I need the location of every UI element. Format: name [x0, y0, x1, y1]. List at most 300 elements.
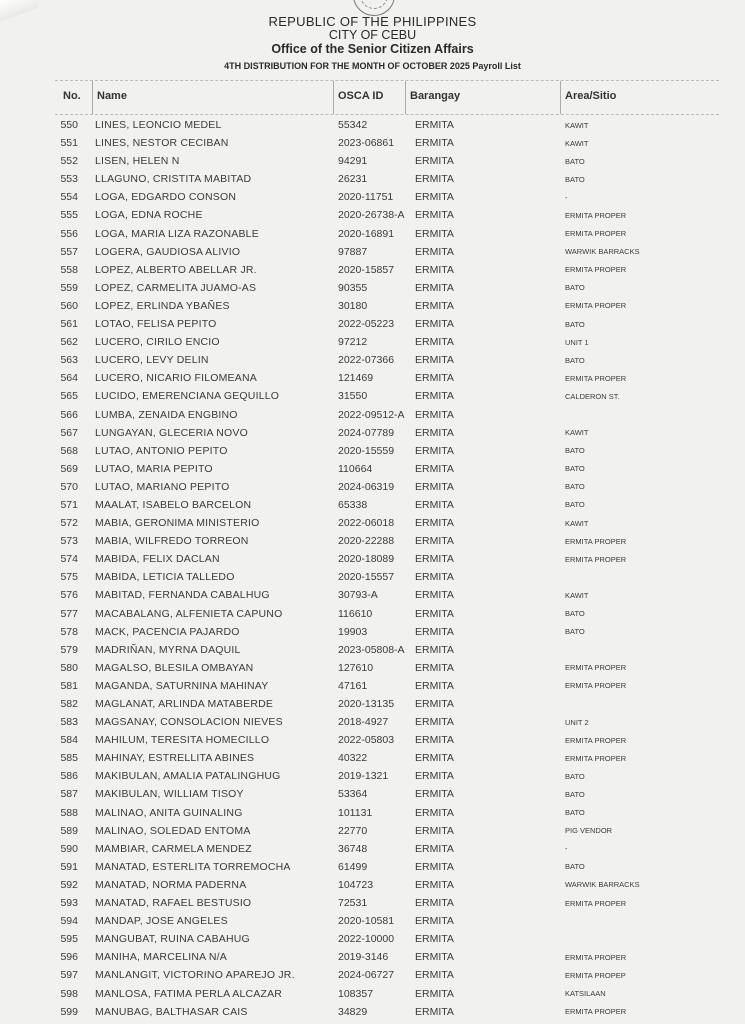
table-row — [55, 549, 719, 567]
row-osca-id: 2020-15559 — [338, 444, 395, 457]
row-osca-id: 90355 — [338, 281, 368, 294]
row-area: ERMITA PROPEP — [565, 970, 626, 980]
row-name: MAMBIAR, CARMELA MENDEZ — [95, 842, 252, 855]
column-header-osca-id: OSCA ID — [338, 90, 384, 102]
row-barangay: ERMITA — [415, 209, 454, 222]
row-area: ERMITA PROPER — [565, 373, 627, 383]
row-osca-id: 2018-4927 — [338, 716, 389, 729]
row-osca-id: 36748 — [338, 842, 368, 855]
table-row — [55, 224, 719, 242]
table-row — [55, 893, 719, 911]
row-area: BATO — [565, 862, 585, 872]
row-barangay: ERMITA — [415, 933, 454, 946]
row-barangay: ERMITA — [415, 390, 454, 403]
row-name: MACABALANG, ALFENIETA CAPUNO — [95, 607, 283, 620]
row-name: LINES, NESTOR CECIBAN — [95, 137, 229, 150]
row-number: 597 — [60, 969, 78, 982]
row-barangay: ERMITA — [415, 679, 454, 692]
table-row — [55, 766, 719, 784]
row-number: 598 — [60, 987, 78, 1000]
row-barangay: ERMITA — [415, 625, 454, 638]
table-row — [55, 640, 719, 658]
row-number: 555 — [60, 209, 78, 222]
row-barangay: ERMITA — [415, 987, 454, 1000]
table-row — [55, 567, 719, 585]
row-barangay: ERMITA — [415, 643, 454, 656]
table-row — [55, 205, 719, 223]
row-number: 576 — [60, 589, 78, 602]
row-barangay: ERMITA — [415, 408, 454, 421]
header-city: CITY OF CEBU — [328, 28, 417, 42]
row-number: 560 — [60, 299, 78, 312]
row-number: 570 — [60, 480, 78, 493]
column-header-name: Name — [97, 90, 127, 102]
row-number: 573 — [60, 535, 78, 548]
row-area: KAWIT — [565, 428, 589, 438]
table-row — [55, 296, 719, 314]
row-barangay: ERMITA — [415, 281, 454, 294]
row-area: UNIT 2 — [565, 717, 589, 727]
row-number: 596 — [60, 951, 78, 964]
row-barangay: ERMITA — [415, 806, 454, 819]
row-name: MANLANGIT, VICTORINO APAREJO JR. — [95, 969, 295, 982]
table-row — [55, 423, 719, 441]
row-area: KAWIT — [565, 120, 589, 130]
row-name: MAHILUM, TERESITA HOMECILLO — [95, 734, 270, 747]
table-row — [55, 604, 719, 622]
row-barangay: ERMITA — [415, 842, 454, 855]
row-osca-id: 116610 — [338, 607, 373, 620]
row-area: ERMITA PROPER — [565, 735, 627, 745]
row-number: 582 — [60, 698, 78, 710]
row-number: 564 — [60, 372, 78, 385]
row-number: 556 — [60, 227, 78, 240]
row-osca-id: 2023-06861 — [338, 137, 395, 150]
table-row — [55, 947, 719, 965]
row-osca-id: 72531 — [338, 897, 368, 910]
row-barangay: ERMITA — [415, 698, 454, 710]
table-body — [55, 115, 719, 1020]
row-osca-id: 2020-15557 — [338, 571, 395, 584]
row-osca-id: 2020-26738-A — [338, 209, 405, 222]
row-area: ERMITA PROPER — [565, 229, 627, 239]
row-osca-id: 2023-05808-A — [338, 643, 405, 656]
row-name: LUTAO, ANTONIO PEPITO — [95, 444, 228, 457]
row-area: KAWIT — [565, 518, 589, 528]
table-row — [55, 242, 719, 260]
row-number: 571 — [60, 498, 78, 511]
table-row — [55, 386, 719, 404]
table-row — [55, 405, 719, 423]
row-barangay: ERMITA — [415, 1005, 454, 1018]
row-area: BATO — [565, 609, 585, 619]
document-subtitle: 4TH DISTRIBUTION FOR THE MONTH OF OCTOBER 2025 Payroll List — [224, 61, 521, 71]
table-row — [55, 839, 719, 857]
row-number: 552 — [60, 155, 78, 168]
row-number: 567 — [60, 426, 78, 439]
table-row — [55, 151, 719, 169]
row-barangay: ERMITA — [415, 173, 454, 186]
row-area: PIG VENDOR — [565, 826, 613, 836]
row-barangay: ERMITA — [415, 191, 454, 204]
row-name: LUTAO, MARIANO PEPITO — [95, 480, 230, 493]
table-row — [55, 278, 719, 296]
row-name: MANGUBAT, RUINA CABAHUG — [95, 933, 250, 946]
header-office: Office of the Senior Citizen Affairs — [271, 42, 474, 56]
row-osca-id: 104723 — [338, 878, 374, 891]
row-area: BATO — [565, 771, 585, 781]
row-osca-id: 121469 — [338, 372, 374, 385]
table-row — [55, 1002, 719, 1020]
row-number: 595 — [60, 933, 78, 946]
row-barangay: ERMITA — [415, 553, 454, 566]
row-name: LUMBA, ZENAIDA ENGBINO — [95, 408, 238, 421]
row-name: MABIA, GERONIMA MINISTERIO — [95, 517, 260, 530]
row-area: BATO — [565, 283, 585, 293]
row-osca-id: 2019-3146 — [338, 951, 389, 964]
row-barangay: ERMITA — [415, 878, 454, 891]
row-name: MAGANDA, SATURNINA MAHINAY — [95, 679, 269, 692]
row-number: 599 — [60, 1005, 78, 1018]
row-osca-id: 2020-15857 — [338, 263, 395, 276]
row-name: MACK, PACENCIA PAJARDO — [95, 625, 240, 638]
row-name: MAGLANAT, ARLINDA MATABERDE — [95, 698, 274, 710]
row-area: KAWIT — [565, 138, 589, 148]
row-number: 590 — [60, 842, 78, 855]
row-name: LOPEZ, ALBERTO ABELLAR JR. — [95, 263, 257, 276]
row-number: 593 — [60, 897, 78, 910]
row-osca-id: 34829 — [338, 1005, 368, 1018]
table-row — [55, 784, 719, 802]
table-row — [55, 115, 719, 133]
row-name: MANATAD, ESTERLITA TORREMOCHA — [95, 860, 291, 873]
row-osca-id: 97212 — [338, 336, 368, 349]
row-barangay: ERMITA — [415, 462, 454, 475]
row-number: 589 — [60, 824, 78, 837]
row-area: ERMITA PROPER — [565, 554, 627, 564]
row-number: 550 — [60, 119, 78, 131]
table-row — [55, 875, 719, 893]
row-barangay: ERMITA — [415, 245, 454, 258]
row-name: MAKIBULAN, WILLIAM TISOY — [95, 788, 244, 801]
row-number: 584 — [60, 734, 78, 747]
row-osca-id: 108357 — [338, 987, 374, 1000]
row-number: 565 — [60, 390, 78, 403]
table-row — [55, 929, 719, 947]
row-osca-id: 2020-13135 — [338, 698, 395, 710]
row-osca-id: 22770 — [338, 824, 368, 837]
table-row — [55, 133, 719, 151]
row-area: ERMITA PROPER — [565, 663, 627, 673]
row-name: LLAGUNO, CRISTITA MABITAD — [95, 173, 252, 186]
row-barangay: ERMITA — [415, 897, 454, 910]
row-barangay: ERMITA — [415, 517, 454, 530]
row-osca-id: 30180 — [338, 299, 368, 312]
table-row — [55, 477, 719, 495]
row-osca-id: 2022-06018 — [338, 517, 395, 530]
row-osca-id: 2020-10581 — [338, 915, 395, 928]
table-row — [55, 187, 719, 205]
table-row — [55, 965, 719, 983]
table-row — [55, 984, 719, 1002]
row-osca-id: 94291 — [338, 155, 368, 168]
table-row — [55, 585, 719, 603]
row-name: LINES, LEONCIO MEDEL — [95, 119, 222, 131]
header-republic: REPUBLIC OF THE PHILIPPINES — [268, 14, 477, 29]
column-divider — [333, 81, 334, 114]
table-row — [55, 441, 719, 459]
row-number: 572 — [60, 517, 78, 530]
row-osca-id: 19903 — [338, 625, 368, 638]
row-osca-id: 2022-05223 — [338, 318, 395, 331]
row-barangay: ERMITA — [415, 589, 454, 602]
row-name: MAALAT, ISABELO BARCELON — [95, 498, 252, 511]
row-area: UNIT 1 — [565, 337, 589, 347]
row-name: MANLOSA, FATIMA PERLA ALCAZAR — [95, 987, 283, 1000]
row-name: MADRIÑAN, MYRNA DAQUIL — [95, 643, 241, 656]
row-name: MALINAO, SOLEDAD ENTOMA — [95, 824, 251, 837]
row-area: ERMITA PROPER — [565, 898, 627, 908]
column-divider — [405, 81, 406, 114]
row-name: MANDAP, JOSE ANGELES — [95, 915, 228, 928]
row-number: 568 — [60, 444, 78, 457]
row-osca-id: 2020-18089 — [338, 553, 395, 566]
row-area: BATO — [565, 464, 585, 474]
row-barangay: ERMITA — [415, 661, 454, 674]
row-name: LOGA, EDGARDO CONSON — [95, 191, 237, 204]
row-barangay: ERMITA — [415, 263, 454, 276]
table-row — [55, 694, 719, 712]
row-osca-id: 97887 — [338, 245, 368, 258]
row-name: LOGERA, GAUDIOSA ALIVIO — [95, 245, 241, 258]
row-barangay: ERMITA — [415, 535, 454, 548]
row-barangay: ERMITA — [415, 498, 454, 511]
table-row — [55, 260, 719, 278]
row-barangay: ERMITA — [415, 734, 454, 747]
row-number: 585 — [60, 752, 78, 765]
row-osca-id: 2019-1321 — [338, 770, 389, 783]
table-row — [55, 803, 719, 821]
row-number: 566 — [60, 408, 78, 421]
table-header — [55, 80, 719, 115]
table-row — [55, 368, 719, 386]
row-number: 563 — [60, 354, 78, 367]
row-barangay: ERMITA — [415, 915, 454, 928]
row-name: LUCIDO, EMERENCIANA GEQUILLO — [95, 390, 280, 403]
row-barangay: ERMITA — [415, 336, 454, 349]
row-osca-id: 101131 — [338, 806, 373, 819]
table-row — [55, 911, 719, 929]
row-area: BATO — [565, 500, 585, 510]
row-barangay: ERMITA — [415, 299, 454, 312]
row-area: BATO — [565, 355, 585, 365]
row-barangay: ERMITA — [415, 716, 454, 729]
table-row — [55, 350, 719, 368]
row-osca-id: 2020-22288 — [338, 535, 395, 548]
row-osca-id: 30793-A — [338, 589, 378, 602]
row-area: BATO — [565, 482, 585, 492]
row-osca-id: 2022-10000 — [338, 933, 395, 946]
row-name: MANATAD, RAFAEL BESTUSIO — [95, 897, 252, 910]
row-osca-id: 26231 — [338, 173, 368, 186]
row-barangay: ERMITA — [415, 444, 454, 457]
row-name: LUCERO, LEVY DELIN — [95, 354, 209, 367]
row-name: MAKIBULAN, AMALIA PATALINGHUG — [95, 770, 281, 783]
row-area: BATO — [565, 174, 585, 184]
row-osca-id: 2020-16891 — [338, 227, 395, 240]
table-row — [55, 314, 719, 332]
table-row — [55, 748, 719, 766]
row-area: BATO — [565, 808, 585, 818]
row-number: 586 — [60, 770, 78, 783]
row-name: MABIDA, LETICIA TALLEDO — [95, 571, 235, 584]
table-row — [55, 531, 719, 549]
table-row — [55, 821, 719, 839]
row-barangay: ERMITA — [415, 318, 454, 331]
row-barangay: ERMITA — [415, 480, 454, 493]
row-barangay: ERMITA — [415, 137, 454, 150]
row-osca-id: 2024-06319 — [338, 480, 395, 493]
row-barangay: ERMITA — [415, 119, 454, 131]
row-number: 588 — [60, 806, 78, 819]
row-osca-id: 2022-07366 — [338, 354, 395, 367]
table-row — [55, 730, 719, 748]
row-name: MALINAO, ANITA GUINALING — [95, 806, 243, 819]
table-row — [55, 857, 719, 875]
row-barangay: ERMITA — [415, 824, 454, 837]
row-area: ERMITA PROPER — [565, 952, 627, 962]
table-row — [55, 676, 719, 694]
row-area: ERMITA PROPER — [565, 301, 627, 311]
row-area: KAWIT — [565, 590, 589, 600]
column-header-area: Area/Sitio — [565, 90, 617, 102]
row-area: BATO — [565, 627, 585, 637]
table-row — [55, 622, 719, 640]
row-name: LOPEZ, CARMELITA JUAMO-AS — [95, 281, 257, 294]
row-barangay: ERMITA — [415, 354, 454, 367]
row-osca-id: 65338 — [338, 498, 368, 511]
row-area: WARWIK BARRACKS — [565, 880, 640, 890]
payroll-table — [55, 80, 719, 1020]
row-barangay: ERMITA — [415, 770, 454, 783]
row-barangay: ERMITA — [415, 969, 454, 982]
row-osca-id: 110664 — [338, 462, 373, 475]
row-osca-id: 47161 — [338, 679, 368, 692]
row-barangay: ERMITA — [415, 752, 454, 765]
row-osca-id: 61499 — [338, 860, 368, 873]
column-header-no: No. — [63, 90, 81, 102]
row-number: 569 — [60, 462, 78, 475]
row-name: MAGSANAY, CONSOLACION NIEVES — [95, 716, 283, 729]
row-osca-id: 127610 — [338, 661, 374, 674]
row-number: 579 — [60, 643, 78, 656]
row-area: ERMITA PROPER — [565, 265, 627, 275]
row-area: ERMITA PROPER — [565, 753, 627, 763]
row-osca-id: 2022-05803 — [338, 734, 395, 747]
row-name: MABIDA, FELIX DACLAN — [95, 553, 220, 566]
row-area: ERMITA PROPER — [565, 681, 627, 691]
row-barangay: ERMITA — [415, 607, 454, 620]
row-name: MAHINAY, ESTRELLITA ABINES — [95, 752, 255, 765]
row-number: 551 — [60, 137, 78, 150]
row-barangay: ERMITA — [415, 426, 454, 439]
row-number: 581 — [60, 679, 78, 692]
row-number: 592 — [60, 878, 78, 891]
row-area: WARWIK BARRACKS — [565, 247, 640, 257]
row-osca-id: 2022-09512-A — [338, 408, 405, 421]
row-barangay: ERMITA — [415, 372, 454, 385]
row-name: LUCERO, CIRILO ENCIO — [95, 336, 220, 349]
row-area: - — [565, 192, 568, 202]
row-area: KATSILAAN — [565, 989, 606, 998]
row-number: 575 — [60, 571, 78, 584]
row-osca-id: 53364 — [338, 788, 368, 801]
row-name: LUNGAYAN, GLECERIA NOVO — [95, 426, 248, 439]
table-row — [55, 459, 719, 477]
row-name: LUTAO, MARIA PEPITO — [95, 462, 213, 475]
row-osca-id: 2024-06727 — [338, 969, 395, 982]
row-area: - — [565, 844, 568, 854]
row-name: MANIHA, MARCELINA N/A — [95, 951, 227, 964]
row-name: MANUBAG, BALTHASAR CAIS — [95, 1005, 248, 1018]
row-osca-id: 40322 — [338, 752, 368, 765]
row-number: 594 — [60, 915, 78, 928]
row-number: 558 — [60, 263, 78, 276]
row-number: 577 — [60, 607, 78, 620]
row-area: ERMITA PROPER — [565, 1007, 627, 1017]
row-area: ERMITA PROPER — [565, 536, 627, 546]
row-number: 591 — [60, 860, 78, 873]
table-row — [55, 495, 719, 513]
row-name: MABITAD, FERNANDA CABALHUG — [95, 589, 270, 602]
row-number: 583 — [60, 716, 78, 729]
row-area: BATO — [565, 446, 585, 456]
row-barangay: ERMITA — [415, 155, 454, 168]
table-row — [55, 712, 719, 730]
row-name: LISEN, HELEN N — [95, 155, 180, 168]
row-area: BATO — [565, 319, 585, 329]
row-osca-id: 31550 — [338, 390, 368, 403]
row-barangay: ERMITA — [415, 951, 454, 964]
row-number: 561 — [60, 318, 78, 331]
row-number: 554 — [60, 191, 78, 204]
column-divider — [560, 81, 561, 114]
row-number: 580 — [60, 661, 78, 674]
row-area: ERMITA PROPER — [565, 210, 627, 220]
row-osca-id: 55342 — [338, 119, 368, 131]
row-number: 562 — [60, 336, 78, 349]
row-area: BATO — [565, 156, 585, 166]
row-area: CALDERON ST. — [565, 391, 620, 401]
row-name: MANATAD, NORMA PADERNA — [95, 878, 247, 891]
row-number: 578 — [60, 625, 78, 638]
row-name: LOGA, MARIA LIZA RAZONABLE — [95, 227, 259, 240]
row-barangay: ERMITA — [415, 860, 454, 873]
row-osca-id: 2020-11751 — [338, 191, 394, 204]
table-row — [55, 332, 719, 350]
row-number: 587 — [60, 788, 78, 801]
row-name: LOTAO, FELISA PEPITO — [95, 318, 217, 331]
row-barangay: ERMITA — [415, 571, 454, 584]
row-number: 553 — [60, 173, 78, 186]
table-row — [55, 658, 719, 676]
column-divider — [92, 81, 93, 114]
column-header-barangay: Barangay — [410, 90, 461, 102]
row-barangay: ERMITA — [415, 227, 454, 240]
row-name: LOGA, EDNA ROCHE — [95, 209, 203, 222]
row-number: 574 — [60, 553, 78, 566]
row-name: MAGALSO, BLESILA OMBAYAN — [95, 661, 254, 674]
